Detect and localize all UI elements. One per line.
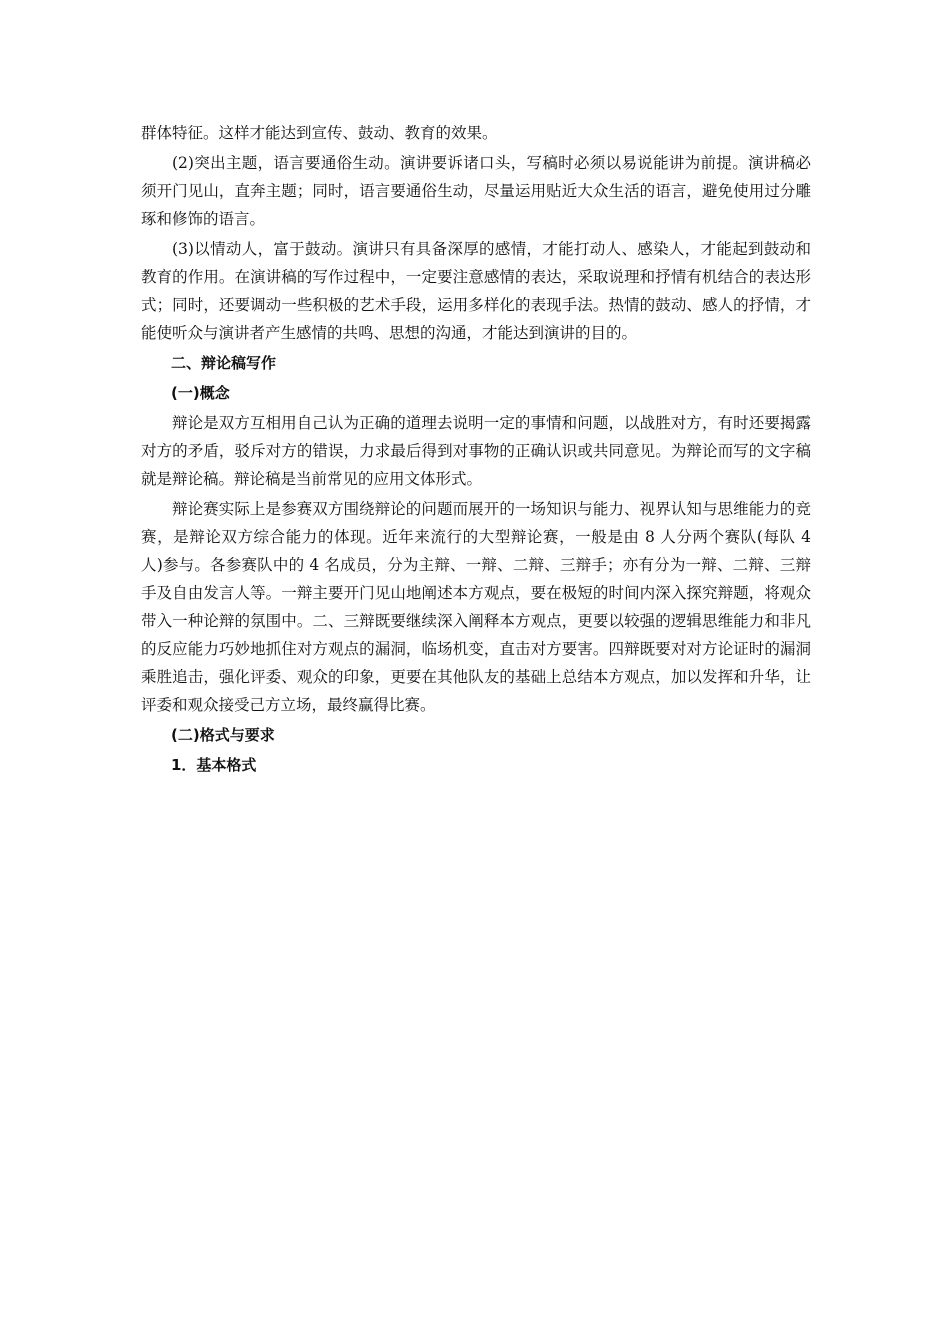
subheading-format-requirements: (二)格式与要求 <box>171 726 275 744</box>
paragraph-debate-competition: 辩论赛实际上是参赛双方围绕辩论的问题而展开的一场知识与能力、视界认知与思维能力的竞赛，是辩论双方综合能力的体现。近年来流行的大型辩论赛，一般是由 8 人分两个赛队(每队 4 人)参与。各参赛队中的 4 名成员，分为主辩、一辩、二辩、三辩手；亦有分为一辩、二辩、三辩手及自由发言人等。一辩主要开门见山地阐述本方观点，要在极短的时间内深入探究辩题，将观众带入一种论辩的氛围中。二、三辩既要继续深入阐释本方观点，更要以较强的逻辑思维能力和非凡的反应能力巧妙地抓住对方观点的漏洞，临场机变，直击对方要害。四辩既要对对方论证时的漏洞乘胜追击，强化评委、观众的印象，更要在其他队友的基础上总结本方观点，加以发挥和升华，让评委和观众接受己方立场，最终赢得比赛。 <box>141 500 811 714</box>
subheading-basic-format: 1．基本格式 <box>171 756 257 774</box>
paragraph-continuation: 群体特征。这样才能达到宣传、鼓动、教育的效果。 <box>141 124 498 142</box>
subheading-concept: (一)概念 <box>171 384 230 402</box>
paragraph-point-2: (2)突出主题，语言要通俗生动。演讲要诉诸口头，写稿时必须以易说能讲为前提。演讲稿必须开门见山，直奔主题；同时，语言要通俗生动，尽量运用贴近大众生活的语言，避免使用过分雕琢和修饰的语言。 <box>141 154 811 228</box>
document-page <box>141 119 811 781</box>
paragraph-debate-definition: 辩论是双方互相用自己认为正确的道理去说明一定的事情和问题，以战胜对方，有时还要揭露对方的矛盾，驳斥对方的错误，力求最后得到对事物的正确认识或共同意见。为辩论而写的文字稿就是辩论稿。辩论稿是当前常见的应用文体形式。 <box>141 414 811 488</box>
paragraph-point-3: (3)以情动人，富于鼓动。演讲只有具备深厚的感情，才能打动人、感染人，才能起到鼓动和教育的作用。在演讲稿的写作过程中，一定要注意感情的表达，采取说理和抒情有机结合的表达形式；同时，还要调动一些积极的艺术手段，运用多样化的表现手法。热情的鼓动、感人的抒情，才能使听众与演讲者产生感情的共鸣、思想的沟通，才能达到演讲的目的。 <box>141 240 811 342</box>
section-heading-debate-writing: 二、辩论稿写作 <box>171 354 277 372</box>
